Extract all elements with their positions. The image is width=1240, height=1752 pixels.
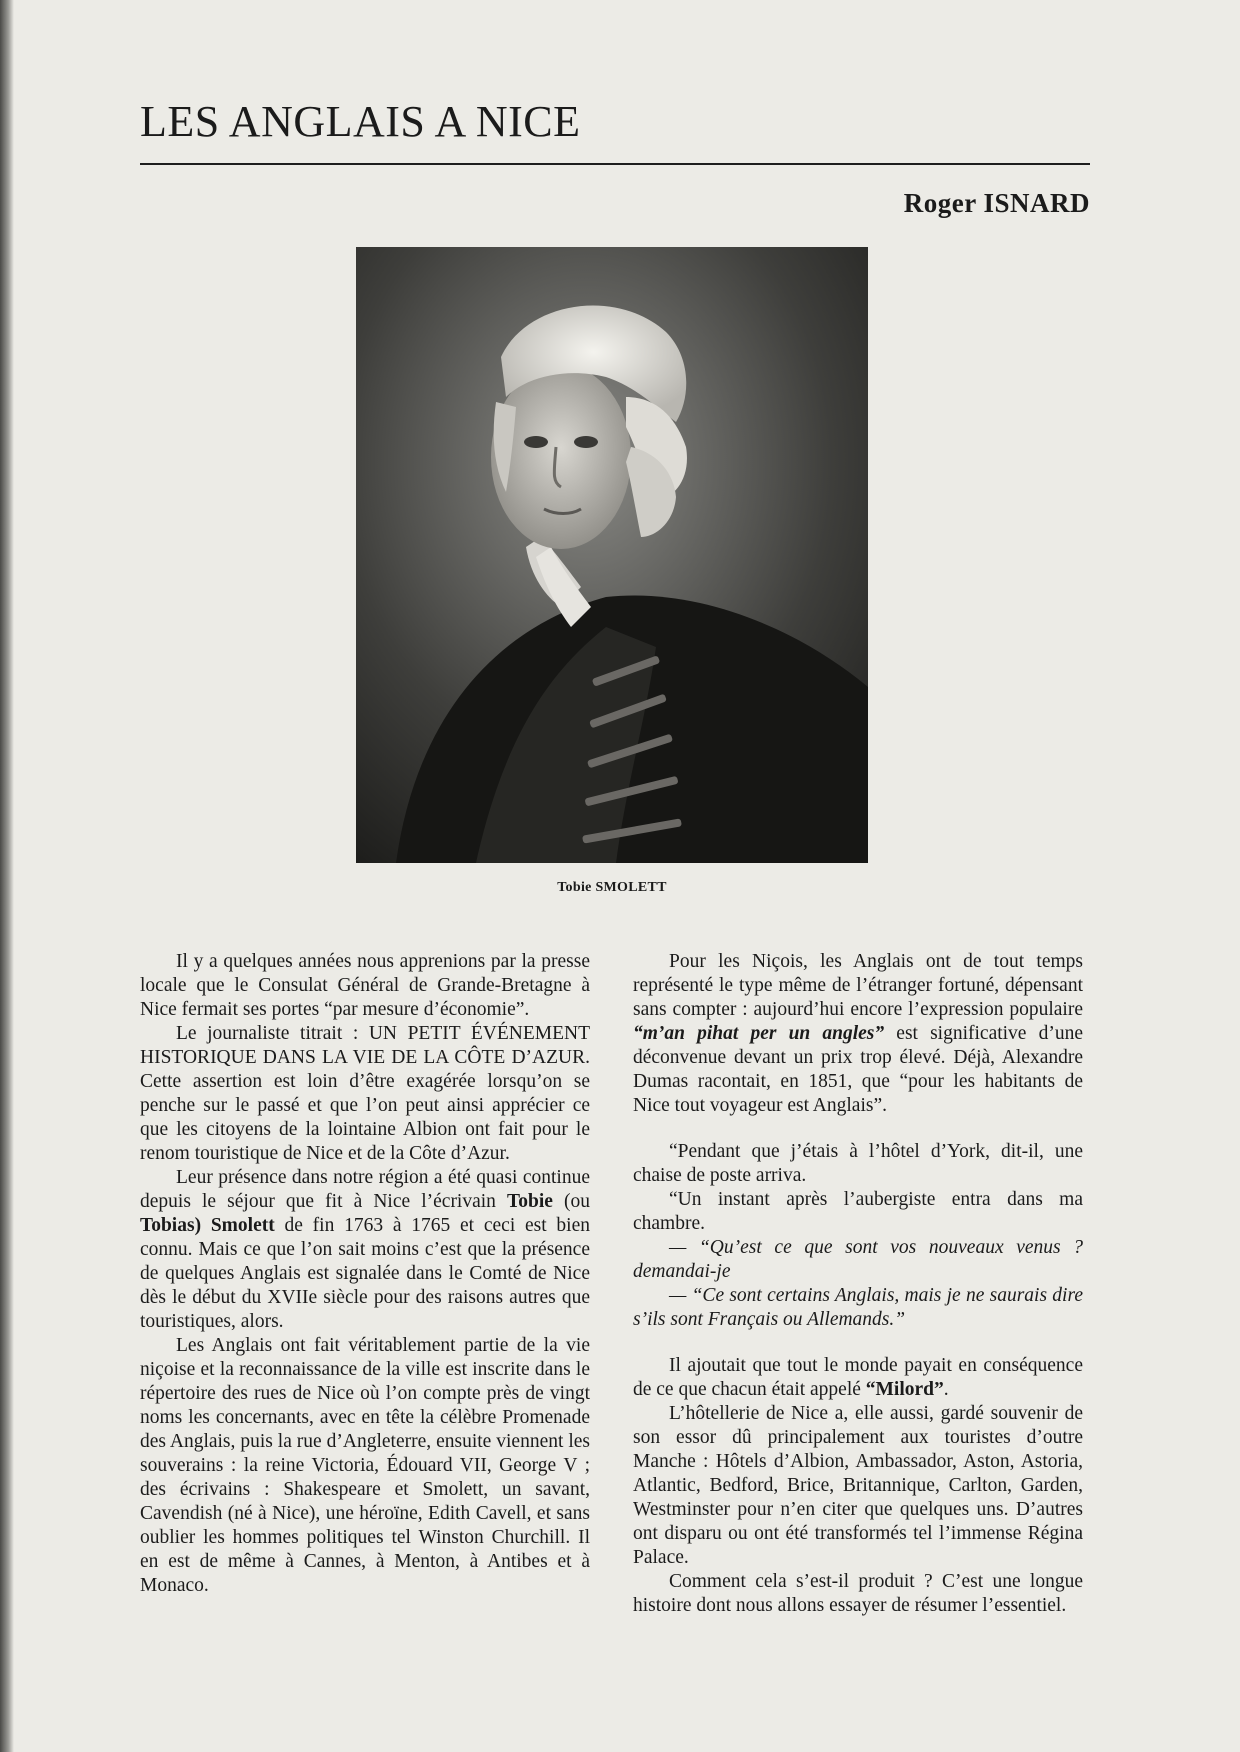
paragraph: Comment cela s’est-il produit ? C’est une longue histoire dont nous allons essayer de résumer l’essentiel. [633,1571,1083,1616]
author-name: Roger ISNARD [903,188,1090,218]
title-rule [140,163,1090,165]
paragraph: Pour les Niçois, les Anglais ont de tout temps représenté le type même de l’étranger fortuné, dépensant sans compter : aujourd’hui encore l’expression populaire “m’an pihat per un angles” est significative d’une déconvenue devant un prix trop élevé. Déjà, Alexandre Dumas racontait, en 1851, que “pour les habitants de Nice tout voyageur est Anglais”. [633,951,1083,1116]
paragraph: — “Qu’est ce que sont vos nouveaux venus ? demandai-je [633,1237,1083,1282]
paragraph: Leur présence dans notre région a été quasi continue depuis le séjour que fit à Nice l’écrivain Tobie (ou Tobias) Smolett de fin 1763 à 1765 et ceci est bien connu. Mais ce que l’on sait moins c’est que la présence de quelques Anglais est signalée dans le Comté de Nice dès le début du XVIIe siècle pour des raisons autres que touristiques, alors. [140,1167,591,1332]
figure-caption: Tobie SMOLETT [557,880,667,895]
paragraph: “Pendant que j’étais à l’hôtel d’York, dit-il, une chaise de poste arriva. [633,1141,1083,1186]
left-column [140,950,590,1598]
right-column [633,950,1083,1618]
article-title: LES ANGLAIS A NICE [140,97,581,146]
portrait-photo [356,247,868,863]
paragraph: Le journaliste titrait : UN PETIT ÉVÉNEMENT HISTORIQUE DANS LA VIE DE LA CÔTE D’AZUR. Cette assertion est loin d’être exagérée lorsqu’on se penche sur le passé et que l’on peut ainsi apprécier ce que les citoyens de la lointaine Albion ont fait pour le renom touristique de Nice et de la Côte d’Azur. [140,1023,590,1164]
paragraph: Il y a quelques années nous apprenions par la presse locale que le Consulat Général de Grande-Bretagne à Nice fermait ses portes “par mesure d’économie”. [140,951,590,1020]
page-binding-edge [0,0,14,1752]
paragraph: Les Anglais ont fait véritablement partie de la vie niçoise et la reconnaissance de la ville est inscrite dans le répertoire des rues de Nice où l’on compte près de vingt noms les concernants, avec en tête la célèbre Promenade des Anglais, puis la rue d’Angleterre, ensuite viennent les souverains : la reine Victoria, Édouard VII, George V ; des écrivains : Shakespeare et Smolett, un savant, Cavendish (né à Nice), une héroïne, Edith Cavell, et sans oublier les hommes politiques tel Winston Churchill. Il en est de même à Cannes, à Menton, à Antibes et à Monaco. [140,1335,590,1596]
paragraph: — “Ce sont certains Anglais, mais je ne saurais dire s’ils sont Français ou Allemands.” [633,1285,1083,1330]
paragraph: L’hôtellerie de Nice a, elle aussi, gardé souvenir de son essor dû principalement aux touristes d’outre Manche : Hôtels d’Albion, Ambassador, Aston, Astoria, Atlantic, Bedford, Brice, Britannique, Carlton, Garden, Westminster pour n’en citer que quelques uns. D’autres ont disparu ou ont été transformés tel l’immense Régina Palace. [633,1403,1083,1568]
paragraph: Il ajoutait que tout le monde payait en conséquence de ce que chacun était appelé “Milord”. [633,1355,1083,1400]
paragraph: “Un instant après l’aubergiste entra dans ma chambre. [633,1189,1083,1234]
